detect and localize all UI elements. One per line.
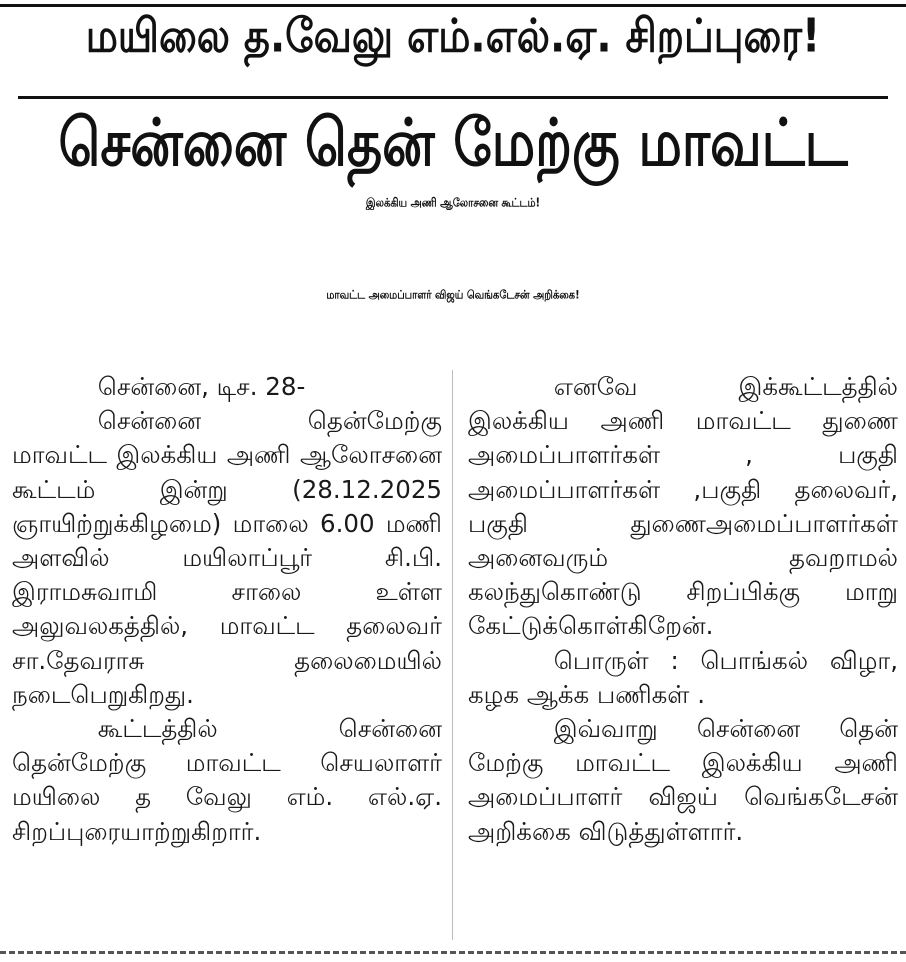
top-rule: [0, 4, 906, 7]
article-paragraph: சென்னை தென்மேற்கு மாவட்ட இலக்கிய அணி ஆலோசனை கூட்டம் இன்று (28.12.2025 ஞாயிற்றுக்கிழமை) மாலை 6.00 மணி அளவில் மயிலாப்பூர் சி.பி. இராமசுவாமி சாலை உள்ள அலுவலகத்தில், மாவட்ட தலைவர் சா.தேவராசு தலைமையில் நடைபெறுகிறது.: [12, 406, 442, 709]
bottom-dashed-rule: [0, 951, 906, 954]
article-right-column: [468, 370, 898, 849]
column-divider: [452, 370, 453, 940]
subheadline: மாவட்ட அமைப்பாளர் விஜய் வெங்கடேசன் அறிக்கை!: [326, 289, 580, 302]
main-headline-line2: இலக்கிய அணி ஆலோசனை கூட்டம்!: [365, 196, 541, 210]
kicker-headline: மயிலை த.வேலு எம்.எல்.ஏ. சிறப்புரை!: [85, 10, 821, 64]
article-paragraph: எனவே இக்கூட்டத்தில் இலக்கிய அணி மாவட்ட துணை அமைப்பாளர்கள் , பகுதி அமைப்பாளர்கள் ,பகுதி தலைவர், பகுதி துணைஅமைப்பாளர்கள் அனைவரும் தவறாமல் கலந்துகொண்டு சிறப்பிக்கு மாறு கேட்டுக்கொள்கிறேன்.: [468, 372, 898, 641]
article-left-column: [12, 370, 442, 849]
article-paragraph: பொருள் : பொங்கல் விழா, கழக ஆக்க பணிகள் .: [468, 645, 898, 709]
main-headline-line1: சென்னை தென் மேற்கு மாவட்ட: [58, 104, 848, 181]
article-paragraph: கூட்டத்தில் சென்னை தென்மேற்கு மாவட்ட செயலாளர் மயிலை த வேலு எம். எல்.ஏ. சிறப்புரையாற்றுகிறார்.: [12, 714, 442, 846]
dateline: சென்னை, டிச. 28-: [97, 372, 306, 401]
article-paragraph: இவ்வாறு சென்னை தென் மேற்கு மாவட்ட இலக்கிய அணி அமைப்பாளர் விஜய் வெங்கடேசன் அறிக்கை விடுத்துள்ளார்.: [468, 714, 898, 846]
headline-rule: [18, 96, 888, 99]
